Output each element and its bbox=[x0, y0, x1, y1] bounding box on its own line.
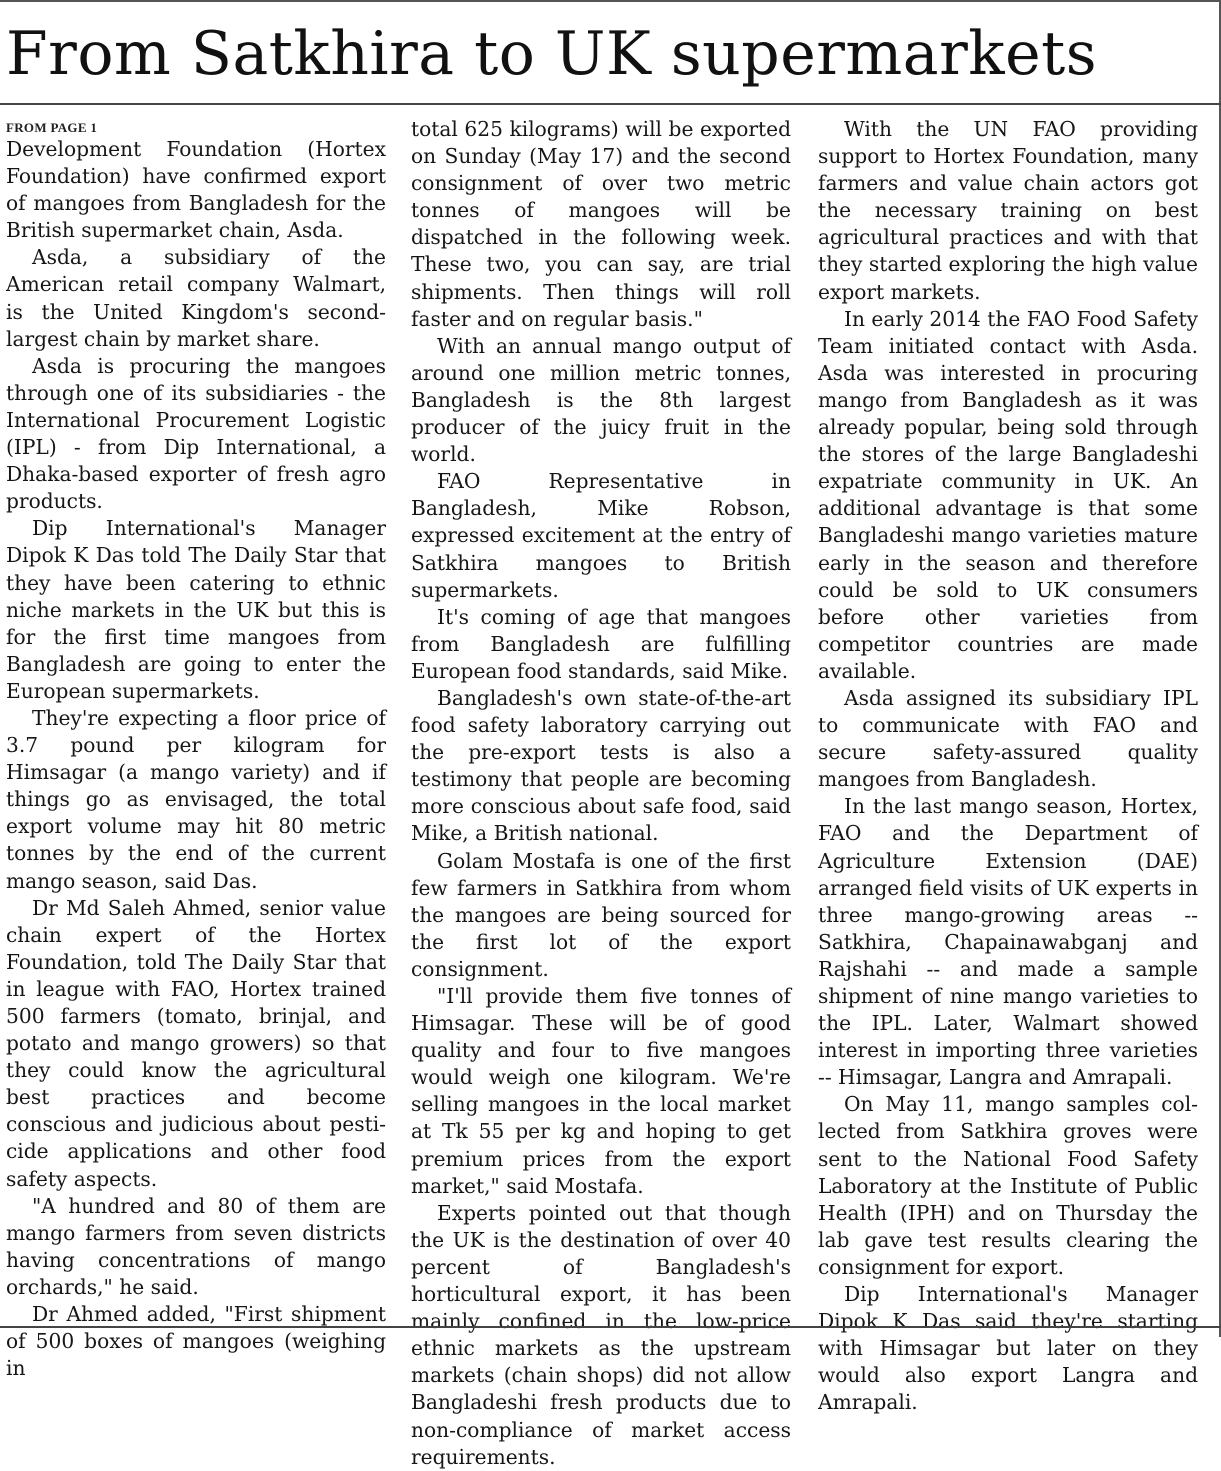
article-column-3 bbox=[818, 116, 1198, 1417]
paragraph: In the last mango season, Hortex, FAO and the Department of Agriculture Extension (DAE) arranged field visits of UK experts in three mango-growing areas -- Satkhira, Chapainawabganj and Rajshahi -- and made a sample shipment of nine mango varieties to the IPL. Later, Walmart showed interest in importing three varieties -- Himsagar, Langra and Amrapali. bbox=[818, 794, 1198, 1090]
paragraph: With the UN FAO providing support to Hortex Foundation, many farmers and value chain actors got the necessary training on best agricultural practices and with that they started exploring the high value export markets. bbox=[818, 117, 1198, 304]
paragraph: "I'll provide them five tonnes of Himsagar. These will be of good quality and four to five mangoes would weigh one kilogram. We're selling mangoes in the local market at Tk 55 per kg and hoping to get premium prices from the export market," said Mostafa. bbox=[411, 984, 791, 1198]
headline-rule bbox=[0, 103, 1221, 105]
article-column-2 bbox=[411, 116, 791, 1471]
paragraph: It's coming of age that mangoes from Bangladesh are fulfilling European food standards, said Mike. bbox=[411, 604, 791, 683]
bottom-rule bbox=[0, 1326, 1221, 1328]
paragraph: Golam Mostafa is one of the first few farmers in Satkhira from whom the mangoes are being sourced for the first lot of the export consignment. bbox=[411, 848, 791, 981]
article-column-1 bbox=[6, 120, 386, 1382]
paragraph: FAO Representative in Bangladesh, Mike Robson, expressed excitement at the entry of Satkhira mangoes to British supermarkets. bbox=[411, 469, 791, 602]
paragraph: total 625 kilograms) will be exported on Sunday (May 17) and the second consignment of over two metric tonnes of mangoes will be dispatched in the following week. These two, you can say, are trial shipments. Then things will roll faster and on regular basis." bbox=[411, 117, 791, 331]
paragraph: Dip International's Manager Dipok K Das said they're starting with Himsagar but later on they would also export Langra and Amrapali. bbox=[818, 1282, 1198, 1415]
paragraph: Dip International's Manager Dipok K Das told The Daily Star that they have been catering to ethnic niche markets in the UK but this is for the first time mangoes from Bangladesh are going to enter the European supermarkets. bbox=[6, 516, 386, 703]
headline: From Satkhira to UK supermarkets bbox=[6, 19, 1098, 89]
paragraph: Dr Ahmed added, "First shipment of 500 boxes of mangoes (weighing in bbox=[6, 1302, 386, 1381]
paragraph: Asda is procuring the mangoes through one of its subsidiaries - the International Procurement Logistic (IPL) - from Dip International, a Dhaka-based exporter of fresh agro products. bbox=[6, 353, 386, 514]
paragraph: They're expecting a floor price of 3.7 pound per kilogram for Himsagar (a mango variety) and if things go as envisaged, the total export volume may hit 80 metric tonnes by the end of the current mango season, said Das. bbox=[6, 705, 386, 893]
paragraph: In early 2014 the FAO Food Safety Team initiated contact with Asda. Asda was interested in procuring mango from Bangladesh as it was already popular, being sold through the stores of the large Bangladeshi expatriate community in UK. An additional advantage is that some Bangladeshi mango varieties mature early in the season and therefore could be sold to UK consumers before other varieties from competitor countries are made available. bbox=[818, 306, 1198, 683]
paragraph: "A hundred and 80 of them are mango farmers from seven districts having concentrations of mango orchards," he said. bbox=[6, 1193, 386, 1299]
from-page-label: FROM PAGE 1 bbox=[6, 120, 98, 135]
paragraph: Asda, a subsidiary of the American retail company Walmart, is the United Kingdom's second-largest chain by market share. bbox=[6, 245, 386, 351]
paragraph: Asda assigned its subsidiary IPL to communicate with FAO and secure safety-assured quality mangoes from Bangladesh. bbox=[818, 685, 1198, 792]
paragraph: On May 11, mango samples collected from Satkhira groves were sent to the National Food Safety Laboratory at the Institute of Public Health (IPH) and on Thursday the lab gave test results clearing the consignment for export. bbox=[818, 1092, 1198, 1279]
paragraph: Bangladesh's own state-of-the-art food safety laboratory carrying out the pre-export tests is also a testimony that people are becoming more conscious about safe food, said Mike, a British national. bbox=[411, 685, 791, 846]
paragraph: Dr Md Saleh Ahmed, senior value chain expert of the Hortex Foundation, told The Daily Star that in league with FAO, Hortex trained 500 farmers (tomato, brinjal, and potato and mango growers) so that they could know the agricultural best practices and become conscious and judicious about pesticide applications and other food safety aspects. bbox=[6, 895, 386, 1191]
paragraph: Development Foundation (Hortex Foundation) have confirmed export of mangoes from Bangladesh for the British supermarket chain, Asda. bbox=[6, 137, 386, 243]
paragraph: With an annual mango output of around one million metric tonnes, Bangladesh is the 8th largest producer of the juicy fruit in the world. bbox=[411, 333, 791, 467]
paragraph: Experts pointed out that though the UK is the destination of over 40 percent of Bangladesh's horticultural export, it has been mainly confined in the low-price ethnic markets as the upstream markets (chain shops) did not allow Bangladeshi fresh products due to non-compliance of market access requirements. bbox=[411, 1200, 791, 1469]
